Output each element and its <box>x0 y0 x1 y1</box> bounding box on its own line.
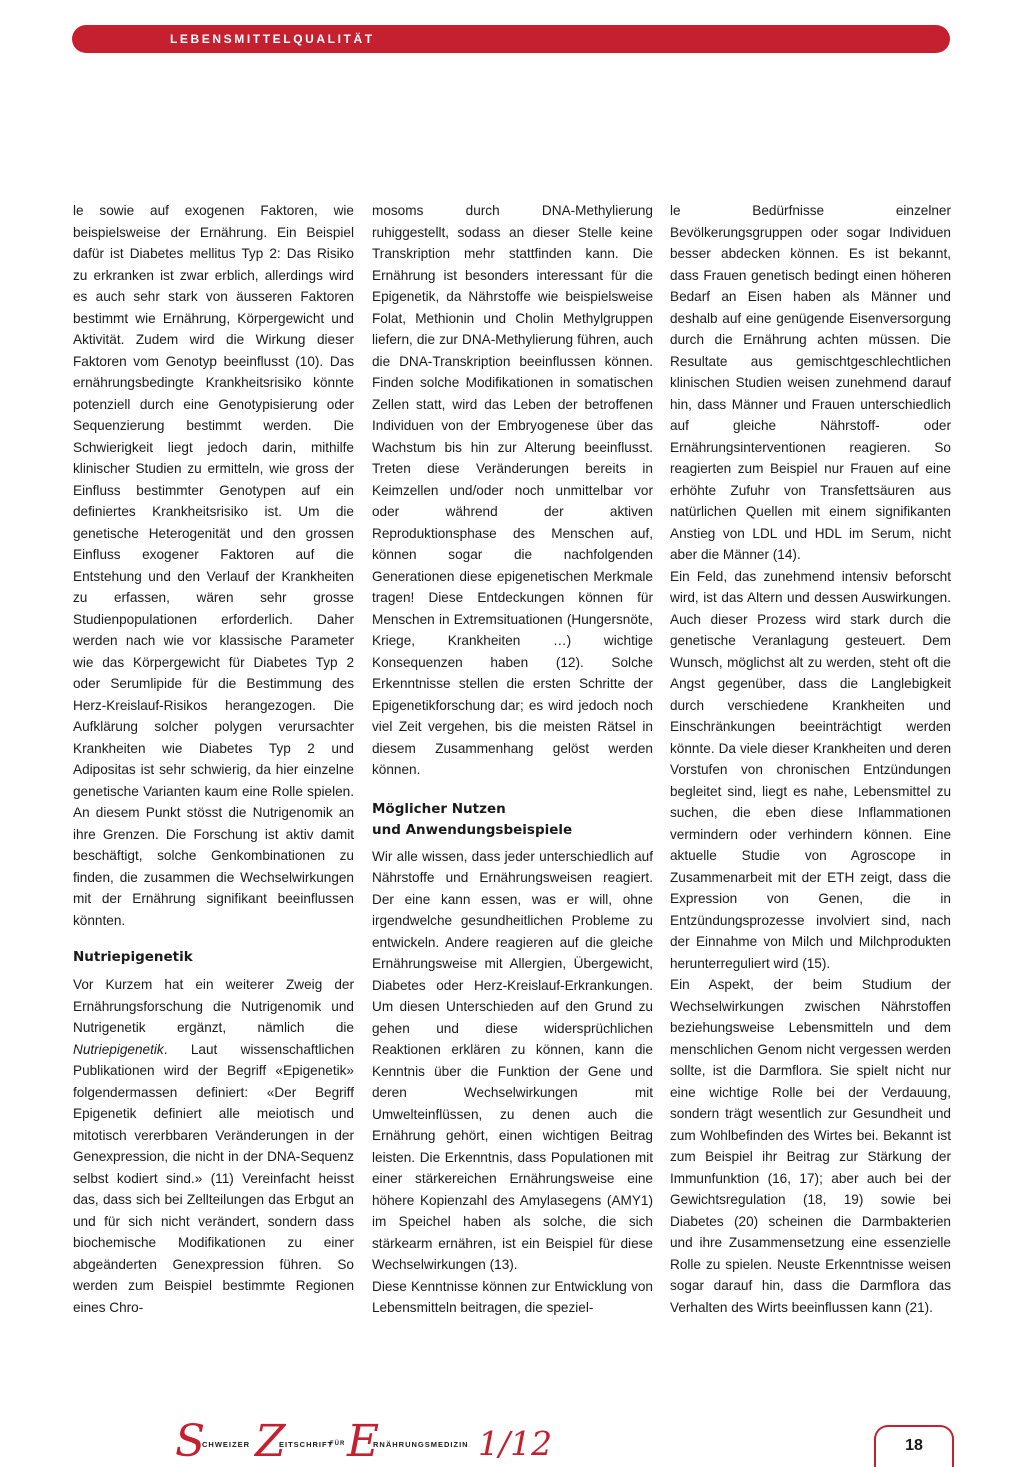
paragraph: le sowie auf exogenen Faktoren, wie beispielsweise der Ernährung. Ein Beispiel dafür ist Diabetes mellitus Typ 2: Das Risiko zu erkranken ist zwar erblich, allerdings wird es auch sehr stark von äusseren Faktoren bestimmt wie Ernährung, Körpergewicht und Aktivität. Zudem wird die Wirkung dieser Faktoren vom Genotyp beeinflusst (10). Das ernährungsbedingte Krankheitsrisiko könnte potenziell durch eine Genotypisierung oder Sequenzierung bestimmt werden. Die Schwierigkeit liegt jedoch darin, mithilfe klinischer Studien zu ermitteln, wie gross der Einfluss bestimmter Genotypen auf ein definiertes Krankheitsrisiko ist. Um die genetische Heterogenität und den grossen Einfluss exogener Faktoren auf die Entstehung und den Verlauf der Krankheiten zu erfassen, wären sehr grosse Studienpopulationen erforderlich. Daher werden nach wie vor klassische Parameter wie das Körpergewicht für Diabetes Typ 2 oder Serumlipide für die Bestimmung des Herz-Kreislauf-Risikos herangezogen. Die Aufklärung solcher polygen verursachter Krankheiten wie Diabetes Typ 2 und Adipositas ist sehr schwierig, da hier einzelne genetische Varianten kaum eine Rolle spielen. An diesem Punkt stösst die Nutrigenomik an ihre Grenzen. Die Forschung ist aktiv damit beschäftigt, solche Genkombinationen zu finden, die zusammen die Wechselwirkungen mit der Ernährung signifikant beeinflussen könnten. <box>73 203 354 928</box>
logo-word-rnaehrungsmedizin: RNÄHRUNGSMEDIZIN <box>373 1440 469 1449</box>
paragraph: Diese Kenntnisse können zur Entwicklung von Lebensmitteln beitragen, die speziel- <box>372 1278 653 1315</box>
paragraph: Ein Aspekt, der beim Studium der Wechselwirkungen zwischen Nährstoffen beziehungsweise Lebensmitteln und dem menschlichen Genom nicht vergessen werden sollte, ist die Darmflora. Sie spielt nicht nur eine wichtige Rolle bei der Verdauung, sondern trägt wesentlich zur Gesundheit und zum Wohlbefinden des Wirtes bei. Bekannt ist zum Beispiel ihr Beitrag zur Stärkung der Immunfunktion (16, 17); aber auch bei der Gewichtsregulation (18, 19) sowie bei Diabetes (20) scheinen die Darmbakterien und ihre Zusammensetzung eine essenzielle Rolle zu spielen. Neuste Erkenntnisse weisen sogar darauf hin, dass die Darmflora das Verhalten des Wirts beeinflussen kann (21). <box>670 977 951 1315</box>
text-column-2 <box>372 200 653 1319</box>
section-label: LEBENSMITTELQUALITÄT <box>170 32 375 46</box>
section-heading-nutzen <box>372 799 653 841</box>
heading-line: und Anwendungsbeispiele <box>372 821 573 838</box>
page-number-tab <box>874 1425 954 1467</box>
heading-line: Möglicher Nutzen <box>372 800 506 817</box>
section-header-bar <box>72 25 950 53</box>
text-column-1 <box>73 200 354 1318</box>
section-heading-nutriepigenetik: Nutriepigenetik <box>73 949 193 965</box>
issue-number: 1/12 <box>478 1424 553 1463</box>
paragraph: le Bedürfnisse einzelner Bevölkerungsgruppen oder sogar Individuen besser abdecken können. Es ist bekannt, dass Frauen genetisch bedingt einen höheren Bedarf an Eisen haben als Männer und deshalb auf eine genügende Eisenversorgung durch die Ernährung achten müssen. Die Resultate aus gemischtgeschlechtlichen klinischen Studien weisen zunehmend darauf hin, dass Männer und Frauen unterschiedlich auf gleiche Nährstoff- oder Ernährungsinterventionen reagieren. So reagierten zum Beispiel nur Frauen auf eine erhöhte Zufuhr von Transfettsäuren aus natürlichen Quellen mit einem signifikanten Anstieg von LDL und HDL im Serum, nicht aber die Männer (14). <box>670 203 951 562</box>
page-number: 18 <box>905 1437 923 1454</box>
logo-word-eitschrift: EITSCHRIFT <box>279 1440 334 1449</box>
paragraph: Ein Feld, das zunehmend intensiv beforscht wird, ist das Altern und dessen Auswirkungen. Auch dieser Prozess wird stark durch die genetische Veranlagung gesteuert. Dem Wunsch, möglichst alt zu werden, steht oft die Angst gegenüber, dass die Langlebigkeit durch verschiedene Krankheiten und Einschränkungen beeinträchtigt werden könnte. Da viele dieser Krankheiten und deren Vorstufen von chronischen Entzündungen begleitet sind, liegt es nahe, Lebensmittel zu suchen, die eben diese Inflammationen vermindern oder verhindern können. Eine aktuelle Studie von Agroscope in Zusammenarbeit mit der ETH zeigt, dass die Expression von Genen, die in Entzündungsprozesse involviert sind, nach der Einnahme von Milch und Milchprodukten herunterreguliert wird (15). <box>670 568 951 971</box>
paragraph: Wir alle wissen, dass jeder unterschiedlich auf Nährstoffe und Ernährungsweisen reagiert. Der eine kann essen, was er will, ohne irgendwelche gesundheitlichen Probleme zu entwickeln. Andere reagieren auf die gleiche Ernährungsweise mit Allergien, Übergewicht, Diabetes oder Herz-Kreislauf-Erkrankungen. Um diesen Unterschieden auf den Grund zu gehen und diese widersprüchlichen Reaktionen erklären zu können, kann die Kenntnis über die Funktion der Gene und deren Wechselwirkungen mit Umwelteinflüssen, zu denen auch die Ernährung gehört, einen wichtigen Beitrag leisten. Die Erkenntnis, dass Populationen mit einer stärkereichen Ernährungsweise eine höhere Kopienzahl des Amylasegens (AMY1) im Speichel haben als solche, die sich stärkearm ernähren, ist ein Beispiel für diese Wechselwirkungen (13). <box>372 848 653 1272</box>
logo-word-fuer: FÜR <box>330 1441 346 1447</box>
logo-letter-s: S <box>175 1416 206 1467</box>
paragraph: mosoms durch DNA-Methylierung ruhiggestellt, sodass an dieser Stelle keine Transkription mehr stattfinden kann. Die Ernährung ist besonders interessant für die Epigenetik, da Nährstoffe wie beispielsweise Folat, Methionin und Cholin Methylgruppen liefern, die zur DNA-Methylierung führen, auch die DNA-Transkription beeinflussen können. Finden solche Modifikationen in somatischen Zellen statt, wird das Leben der betroffenen Individuen von der Embryogenese über das Wachstum bis hin zur Alterung beeinflusst. Treten diese Veränderungen bereits in Keimzellen und/oder noch unmittelbar vor oder während der aktiven Reproduktionsphase des Menschen auf, können sogar die nachfolgenden Generationen diese epigenetischen Merkmale tragen! Diese Entdeckungen können für Menschen in Extremsituationen (Hungersnöte, Kriege, Krankheiten …) wichtige Konsequenzen haben (12). Solche Erkenntnisse stellen die ersten Schritte der Epigenetikforschung dar; es wird jedoch noch viel Zeit vergehen, bis die meisten Rätsel in diesem Zusammenhang gelöst werden können. <box>372 203 653 777</box>
logo-letter-z: Z <box>255 1416 286 1467</box>
journal-logo <box>175 1416 595 1467</box>
text-column-3 <box>670 200 951 1318</box>
logo-letter-e: E <box>347 1416 380 1467</box>
paragraph-text: . Laut wissenschaftlichen Publikationen wird der Begriff «Epigenetik» folgendermassen definiert: «Der Begriff Epigenetik definiert alle meiotisch und mitotisch vererbbaren Veränderungen in der Genexpression, die nicht in der DNA-Sequenz selbst kodiert sind.» (11) Vereinfacht heisst das, dass sich bei Zellteilungen das Erbgut an und für sich nicht verändert, sondern dass biochemische Modifikationen zu einer abgeänderten Genexpression führen. So werden zum Beispiel bestimmte Regionen eines Chro- <box>73 1041 354 1315</box>
paragraph-text: Vor Kurzem hat ein weiterer Zweig der Ernährungsforschung die Nutrigenomik und Nutrigenetik ergänzt, nämlich die <box>73 977 354 1035</box>
italic-term: Nutriepigenetik <box>73 1041 164 1057</box>
logo-word-chweizer: CHWEIZER <box>202 1440 250 1449</box>
paragraph <box>73 974 354 1318</box>
